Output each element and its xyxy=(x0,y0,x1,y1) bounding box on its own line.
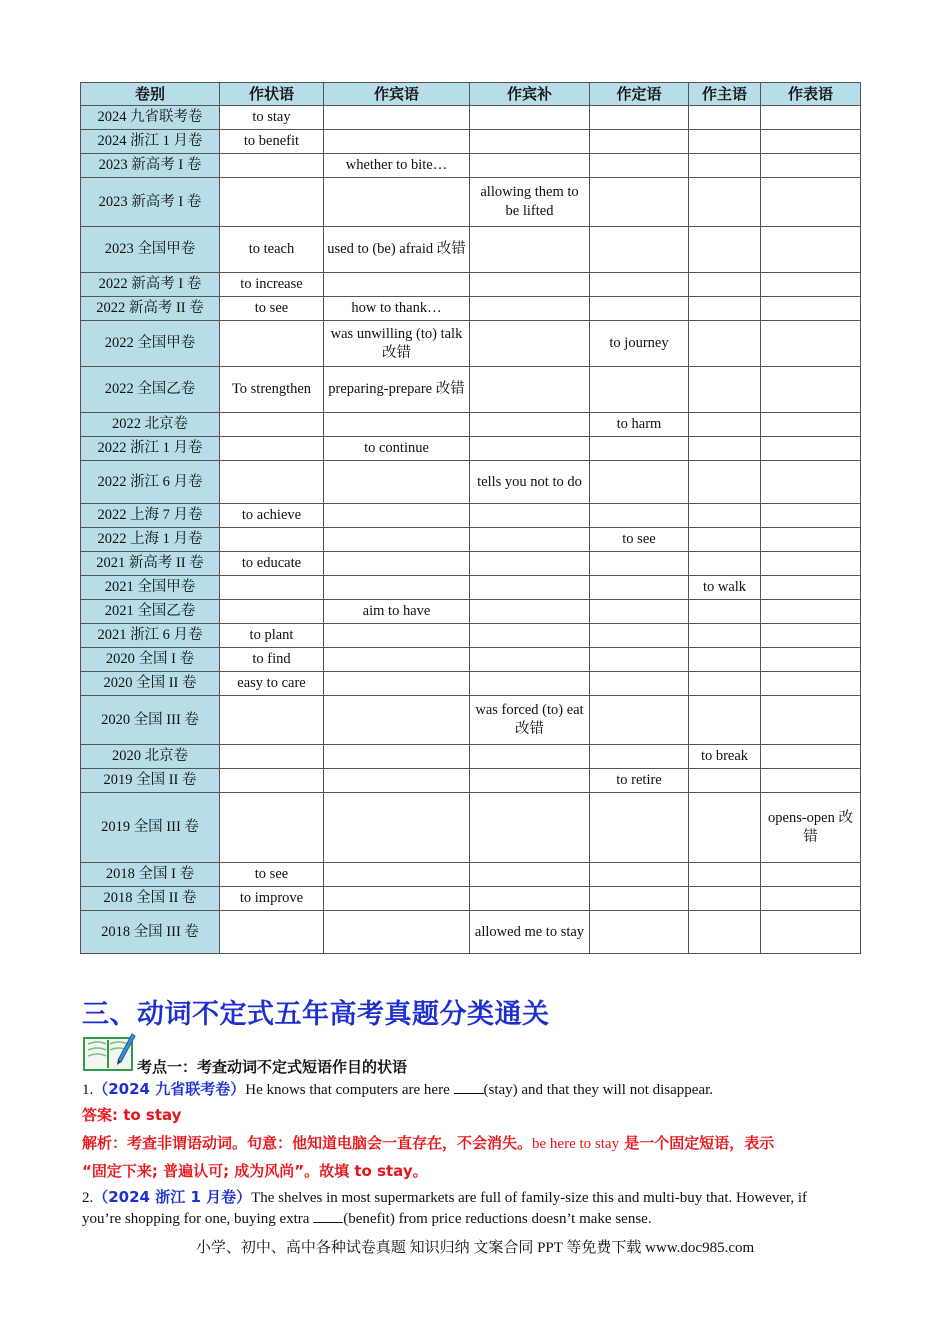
table-cell: allowing them to be lifted xyxy=(470,178,590,227)
answer-1: 答案: to stay xyxy=(82,1106,182,1124)
table-row xyxy=(81,648,861,672)
table-cell: was unwilling (to) talk 改错 xyxy=(324,321,470,367)
table-cell xyxy=(470,273,590,297)
table-cell xyxy=(220,461,324,504)
table-cell xyxy=(590,624,689,648)
table-cell xyxy=(761,745,861,769)
table-cell xyxy=(761,576,861,600)
exam-name-cell: 2022 北京卷 xyxy=(81,413,220,437)
table-row xyxy=(81,576,861,600)
table-cell xyxy=(590,745,689,769)
table-cell xyxy=(590,106,689,130)
table-cell xyxy=(324,648,470,672)
table-cell xyxy=(590,437,689,461)
table-row xyxy=(81,528,861,552)
table-cell xyxy=(689,437,761,461)
table-row xyxy=(81,887,861,911)
table-cell xyxy=(470,769,590,793)
table-cell xyxy=(324,178,470,227)
book-icon xyxy=(82,1030,136,1074)
analysis-text: 解析：考查非谓语动词。句意：他知道电脑会一直存在，不会消失。 xyxy=(82,1134,533,1152)
table-cell xyxy=(761,178,861,227)
table-cell: used to (be) afraid 改错 xyxy=(324,227,470,273)
table-cell xyxy=(220,576,324,600)
table-cell: to continue xyxy=(324,437,470,461)
table-cell: to retire xyxy=(590,769,689,793)
table-cell xyxy=(324,130,470,154)
table-row xyxy=(81,437,861,461)
table-cell xyxy=(590,227,689,273)
exam-name-cell: 2021 浙江 6 月卷 xyxy=(81,624,220,648)
table-cell xyxy=(689,793,761,863)
table-cell xyxy=(689,106,761,130)
analysis-text: 是一个固定短语，表示 xyxy=(619,1134,775,1152)
header-cell: 作宾语 xyxy=(324,83,470,106)
table-cell xyxy=(761,528,861,552)
exam-name-cell: 2024 九省联考卷 xyxy=(81,106,220,130)
table-cell xyxy=(220,154,324,178)
table-row xyxy=(81,552,861,576)
table-cell xyxy=(590,552,689,576)
header-cell: 作宾补 xyxy=(470,83,590,106)
table-cell xyxy=(220,696,324,745)
table-cell xyxy=(324,624,470,648)
table-row xyxy=(81,297,861,321)
table-row xyxy=(81,911,861,954)
table-cell xyxy=(590,130,689,154)
table-cell xyxy=(590,461,689,504)
table-cell xyxy=(470,600,590,624)
table-cell xyxy=(220,178,324,227)
table-cell xyxy=(324,106,470,130)
exam-name-cell: 2022 上海 7 月卷 xyxy=(81,504,220,528)
table-row xyxy=(81,624,861,648)
table-cell xyxy=(689,413,761,437)
section-title: 三、动词不定式五年高考真题分类通关 xyxy=(82,999,550,1030)
table-cell xyxy=(590,600,689,624)
table-header-row xyxy=(81,83,861,106)
table-row xyxy=(81,769,861,793)
table-cell xyxy=(689,154,761,178)
answer-blank xyxy=(454,1079,484,1094)
table-cell xyxy=(324,863,470,887)
table-cell: how to thank… xyxy=(324,297,470,321)
table-cell xyxy=(761,887,861,911)
table-cell xyxy=(689,528,761,552)
table-row xyxy=(81,600,861,624)
table-cell xyxy=(220,321,324,367)
exam-name-cell: 2022 上海 1 月卷 xyxy=(81,528,220,552)
table-cell xyxy=(761,273,861,297)
table-cell xyxy=(761,297,861,321)
table-cell xyxy=(689,321,761,367)
table-cell xyxy=(470,437,590,461)
table-cell xyxy=(689,227,761,273)
table-cell xyxy=(590,648,689,672)
table-cell: to see xyxy=(590,528,689,552)
table-cell xyxy=(324,576,470,600)
exam-name-cell: 2020 全国 I 卷 xyxy=(81,648,220,672)
table-cell xyxy=(590,672,689,696)
table-cell: easy to care xyxy=(220,672,324,696)
table-row xyxy=(81,461,861,504)
table-cell xyxy=(470,413,590,437)
table-cell xyxy=(689,130,761,154)
table-cell xyxy=(470,106,590,130)
exam-name-cell: 2023 全国甲卷 xyxy=(81,227,220,273)
table-cell xyxy=(470,672,590,696)
table-cell xyxy=(220,600,324,624)
table-cell xyxy=(761,696,861,745)
table-cell xyxy=(590,696,689,745)
table-cell xyxy=(761,461,861,504)
analysis-phrase: be here to stay xyxy=(532,1136,620,1152)
table-cell xyxy=(324,552,470,576)
header-cell: 卷别 xyxy=(81,83,220,106)
exam-name-cell: 2022 浙江 1 月卷 xyxy=(81,437,220,461)
table-cell xyxy=(761,648,861,672)
table-cell xyxy=(590,297,689,321)
table-row xyxy=(81,672,861,696)
exam-summary-table xyxy=(80,82,861,954)
table-cell: tells you not to do xyxy=(470,461,590,504)
table-row xyxy=(81,367,861,413)
exam-name-cell: 2022 全国乙卷 xyxy=(81,367,220,413)
exam-name-cell: 2020 全国 III 卷 xyxy=(81,696,220,745)
question-text: The shelves in most supermarkets are full of family-size this and multi-buy that. However, if xyxy=(251,1190,808,1206)
page-footer: 小学、初中、高中各种试卷真题 知识归纳 文案合同 PPT 等免费下载 www.doc985.com xyxy=(195,1240,755,1256)
header-cell: 作主语 xyxy=(689,83,761,106)
table-cell xyxy=(689,178,761,227)
table-row xyxy=(81,745,861,769)
table-cell xyxy=(470,552,590,576)
table-cell: was forced (to) eat 改错 xyxy=(470,696,590,745)
table-cell xyxy=(324,911,470,954)
table-row xyxy=(81,178,861,227)
table-cell: preparing-prepare 改错 xyxy=(324,367,470,413)
table-cell: whether to bite… xyxy=(324,154,470,178)
table-cell: to improve xyxy=(220,887,324,911)
table-cell xyxy=(590,178,689,227)
table-cell xyxy=(470,154,590,178)
table-cell xyxy=(324,461,470,504)
table-cell xyxy=(689,624,761,648)
exam-name-cell: 2018 全国 II 卷 xyxy=(81,887,220,911)
table-cell: to stay xyxy=(220,106,324,130)
table-cell xyxy=(689,297,761,321)
analysis-1-cont: “固定下来; 普遍认可; 成为风尚”。故填 to stay。 xyxy=(82,1162,428,1180)
table-cell xyxy=(324,273,470,297)
table-row xyxy=(81,413,861,437)
exam-name-cell: 2018 全国 III 卷 xyxy=(81,911,220,954)
table-cell: to journey xyxy=(590,321,689,367)
table-cell xyxy=(689,461,761,504)
table-cell xyxy=(324,528,470,552)
table-cell: to see xyxy=(220,297,324,321)
table-cell xyxy=(590,793,689,863)
table-cell xyxy=(689,911,761,954)
table-cell xyxy=(324,696,470,745)
table-row xyxy=(81,154,861,178)
table-cell xyxy=(220,911,324,954)
header-cell: 作表语 xyxy=(761,83,861,106)
table-cell xyxy=(470,745,590,769)
table-cell: to increase xyxy=(220,273,324,297)
table-cell xyxy=(761,437,861,461)
table-cell xyxy=(590,273,689,297)
table-cell xyxy=(689,600,761,624)
table-cell xyxy=(324,887,470,911)
table-cell: allowed me to stay xyxy=(470,911,590,954)
question-text: (benefit) from price reductions doesn’t make sense. xyxy=(343,1211,652,1227)
table-cell: to walk xyxy=(689,576,761,600)
table-cell xyxy=(470,367,590,413)
table-cell xyxy=(761,672,861,696)
table-cell xyxy=(761,413,861,437)
table-cell xyxy=(324,413,470,437)
exam-name-cell: 2023 新高考 I 卷 xyxy=(81,154,220,178)
table-cell xyxy=(590,911,689,954)
question-text: (stay) and that they will not disappear. xyxy=(483,1082,714,1098)
header-cell: 作定语 xyxy=(590,83,689,106)
header-cell: 作状语 xyxy=(220,83,324,106)
table-cell xyxy=(689,863,761,887)
table-cell xyxy=(689,273,761,297)
table-row xyxy=(81,696,861,745)
table-cell xyxy=(470,576,590,600)
table-cell xyxy=(470,504,590,528)
table-cell xyxy=(324,769,470,793)
table-cell xyxy=(220,528,324,552)
table-cell xyxy=(689,367,761,413)
exam-name-cell: 2021 全国甲卷 xyxy=(81,576,220,600)
table-cell xyxy=(761,624,861,648)
table-cell: to educate xyxy=(220,552,324,576)
table-cell xyxy=(689,696,761,745)
exam-name-cell: 2022 新高考 II 卷 xyxy=(81,297,220,321)
kaodian-heading: 考点一：考查动词不定式短语作目的状语 xyxy=(137,1058,408,1076)
question-text: you’re shopping for one, buying extra xyxy=(82,1211,314,1227)
table-cell xyxy=(689,504,761,528)
table-cell xyxy=(761,321,861,367)
table-cell xyxy=(470,130,590,154)
table-cell: to benefit xyxy=(220,130,324,154)
table-row xyxy=(81,106,861,130)
table-row xyxy=(81,504,861,528)
table-cell xyxy=(470,297,590,321)
table-cell xyxy=(761,130,861,154)
table-cell xyxy=(590,576,689,600)
table-cell xyxy=(324,793,470,863)
question-number: 2. xyxy=(82,1190,94,1206)
exam-name-cell: 2019 全国 II 卷 xyxy=(81,769,220,793)
table-cell xyxy=(470,624,590,648)
table-cell xyxy=(590,887,689,911)
table-cell xyxy=(689,648,761,672)
table-row xyxy=(81,227,861,273)
exam-name-cell: 2021 全国乙卷 xyxy=(81,600,220,624)
table-cell xyxy=(761,769,861,793)
table-cell: to harm xyxy=(590,413,689,437)
table-cell xyxy=(324,745,470,769)
table-cell xyxy=(324,504,470,528)
table-cell xyxy=(470,793,590,863)
table-cell xyxy=(761,911,861,954)
table-cell xyxy=(689,887,761,911)
question-1 xyxy=(82,1078,713,1101)
question-number: 1. xyxy=(82,1082,94,1098)
question-text: He knows that computers are here xyxy=(245,1082,454,1098)
table-cell xyxy=(761,863,861,887)
table-cell xyxy=(470,863,590,887)
answer-blank xyxy=(313,1208,343,1223)
exam-name-cell: 2019 全国 III 卷 xyxy=(81,793,220,863)
table-cell xyxy=(689,672,761,696)
table-cell: to see xyxy=(220,863,324,887)
exam-name-cell: 2023 新高考 I 卷 xyxy=(81,178,220,227)
table-cell: to plant xyxy=(220,624,324,648)
exam-name-cell: 2020 北京卷 xyxy=(81,745,220,769)
table-cell xyxy=(220,745,324,769)
table-cell xyxy=(470,227,590,273)
table-body xyxy=(81,106,861,954)
exam-name-cell: 2022 浙江 6 月卷 xyxy=(81,461,220,504)
table-cell: opens-open 改错 xyxy=(761,793,861,863)
exam-name-cell: 2022 新高考 I 卷 xyxy=(81,273,220,297)
exam-name-cell: 2022 全国甲卷 xyxy=(81,321,220,367)
table-row xyxy=(81,321,861,367)
table-cell xyxy=(761,600,861,624)
exam-name-cell: 2020 全国 II 卷 xyxy=(81,672,220,696)
table-cell xyxy=(761,552,861,576)
table-cell xyxy=(220,793,324,863)
question-source: （2024 九省联考卷） xyxy=(93,1080,246,1098)
exam-name-cell: 2018 全国 I 卷 xyxy=(81,863,220,887)
exam-name-cell: 2024 浙江 1 月卷 xyxy=(81,130,220,154)
question-2-cont xyxy=(82,1208,652,1230)
table-cell xyxy=(761,227,861,273)
table-cell xyxy=(470,887,590,911)
table-row xyxy=(81,130,861,154)
table-cell xyxy=(689,552,761,576)
table-cell xyxy=(470,528,590,552)
table-cell xyxy=(761,106,861,130)
analysis-1 xyxy=(82,1132,774,1155)
table-cell xyxy=(761,504,861,528)
table-cell xyxy=(590,504,689,528)
table-cell: aim to have xyxy=(324,600,470,624)
table-cell: To strengthen xyxy=(220,367,324,413)
table-row xyxy=(81,273,861,297)
table-cell xyxy=(761,367,861,413)
table-cell xyxy=(324,672,470,696)
table-cell xyxy=(590,863,689,887)
table-cell xyxy=(689,769,761,793)
question-2 xyxy=(82,1186,807,1209)
question-source: （2024 浙江 1 月卷） xyxy=(93,1188,252,1206)
table-cell xyxy=(590,154,689,178)
table-cell xyxy=(220,769,324,793)
table-cell: to teach xyxy=(220,227,324,273)
table-cell xyxy=(220,437,324,461)
table-cell: to break xyxy=(689,745,761,769)
table-cell xyxy=(470,648,590,672)
table-cell: to achieve xyxy=(220,504,324,528)
table-cell xyxy=(761,154,861,178)
table-cell xyxy=(220,413,324,437)
table-cell: to find xyxy=(220,648,324,672)
table-cell xyxy=(590,367,689,413)
table-row xyxy=(81,863,861,887)
table-cell xyxy=(470,321,590,367)
table-row xyxy=(81,793,861,863)
exam-name-cell: 2021 新高考 II 卷 xyxy=(81,552,220,576)
